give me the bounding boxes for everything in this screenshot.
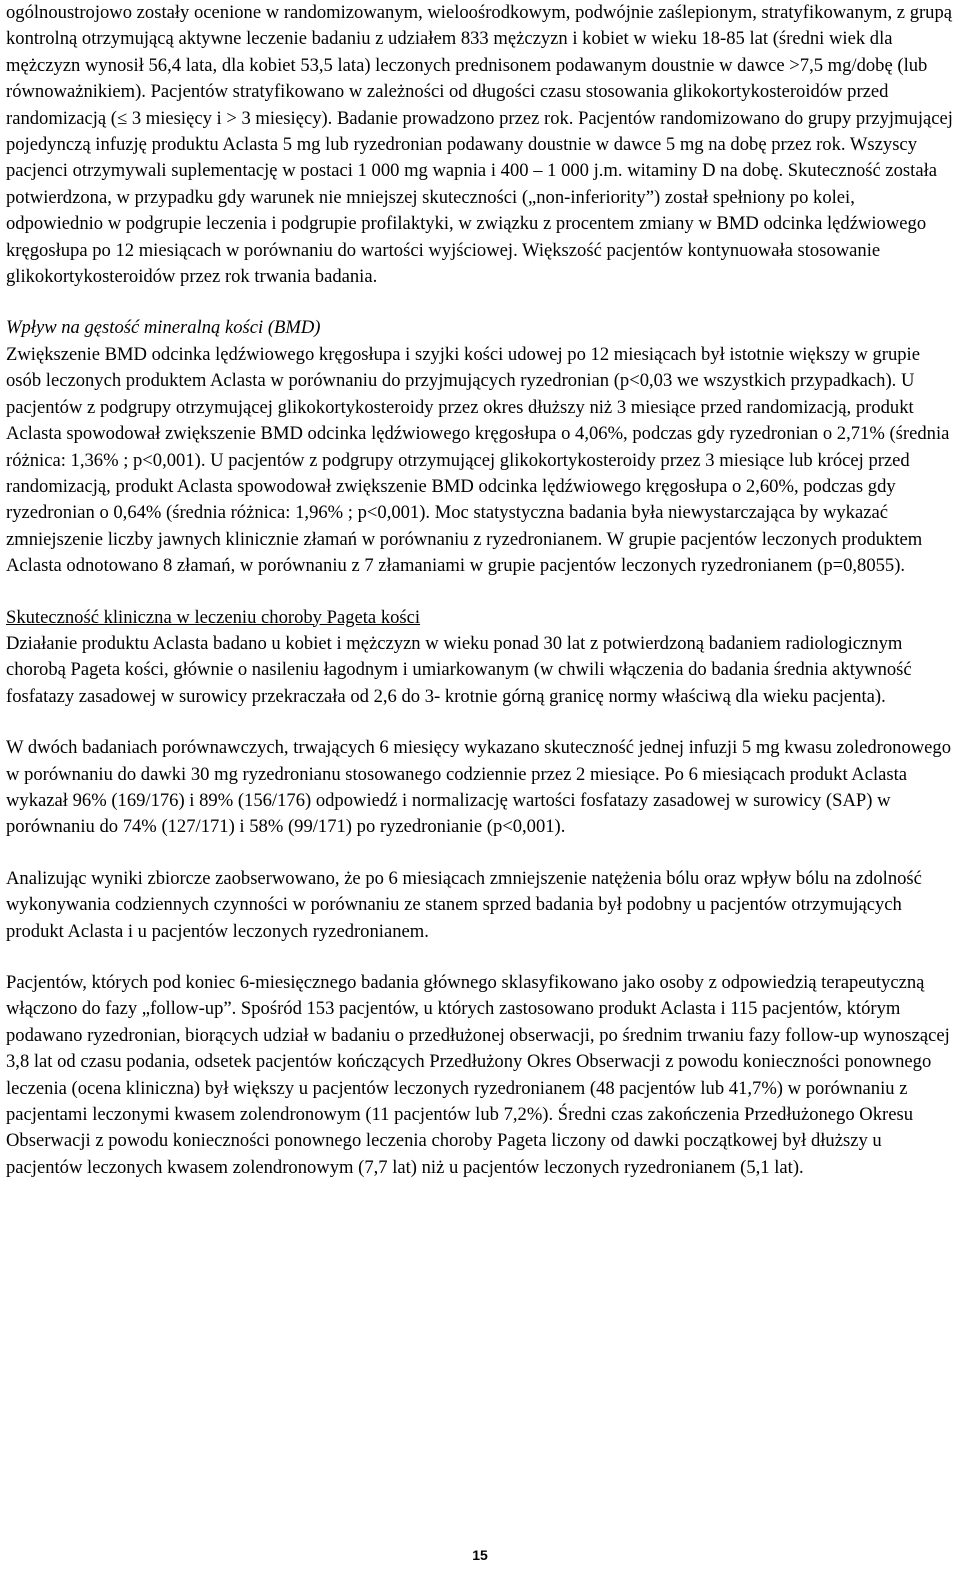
spacer — [6, 580, 954, 605]
bmd-paragraph: Zwiększenie BMD odcinka lędźwiowego kręgosłupa i szyjki kości udowej po 12 miesiącach był istotnie większy w grupie osób leczonych produktem Aclasta w porównaniu do przyjmujących ryzedronian (p<0,03 we wszystkich przypadkach). U pacjentów z podgrupy otrzymującej glikokortykosteroidy przez okres dłuższy niż 3 miesiące przed randomizacją, produkt Aclasta spowodował zwiększenie BMD odcinka lędźwiowego kręgosłupa o 4,06%, podczas gdy ryzedronian o 2,71% (średnia różnica: 1,36% ; p<0,001). U pacjentów z podgrupy otrzymującej glikokortykosteroidy przez 3 miesiące lub krócej przed randomizacją, produkt Aclasta spowodował zwiększenie BMD odcinka lędźwiowego kręgosłupa o 2,60%, podczas gdy ryzedronian o 0,64% (średnia różnica: 1,96% ; p<0,001). Moc statystyczna badania była niewystarczająca by wykazać zmniejszenie liczby jawnych klinicznie złamań w porównaniu z ryzedronianem. W grupie pacjentów leczonych produktem Aclasta odnotowano 8 złamań, w porównaniu z 7 złamaniami w grupie pacjentów leczonych ryzedronianem (p=0,8055). — [6, 343, 950, 577]
document-page — [6, 0, 954, 1181]
paget-paragraph-1: Działanie produktu Aclasta badano u kobiet i mężczyzn w wieku ponad 30 lat z potwierdzoną badaniem radiologicznym chorobą Pageta kości, głównie o nasileniu łagodnym i umiarkowanym (w chwili włączenia do badania średnia aktywność fosfatazy zasadowej w surowicy przekraczała od 2,6 do 3- krotnie górną granicę normy właściwą dla wieku pacjenta). — [6, 632, 912, 707]
intro-paragraph: ogólnoustrojowo zostały ocenione w randomizowanym, wieloośrodkowym, podwójnie zaślepionym, stratyfikowanym, z grupą kontrolną otrzymującą aktywne leczenie badaniu z udziałem 833 mężczyzn i kobiet w wieku 18-85 lat (średni wiek dla mężczyzn wynosił 56,4 lata, dla kobiet 53,5 lata) leczonych prednisonem podawanym doustnie w dawce >7,5 mg/dobę (lub równoważnikiem). Pacjentów stratyfikowano w zależności od długości czasu stosowania glikokortykosteroidów przed randomizacją (≤ 3 miesięcy i > 3 miesięcy). Badanie prowadzono przez rok. Pacjentów randomizowano do grupy przyjmującej pojedynczą infuzję produktu Aclasta 5 mg lub ryzedronian podawany doustnie w dawce 5 mg na dobę przez rok. Wszyscy pacjenci otrzymywali suplementację w postaci 1 000 mg wapnia i 400 – 1 000 j.m. witaminy D na dobę. Skuteczność została potwierdzona, w przypadku gdy warunek nie mniejszej skuteczności („non-inferiority”) został spełniony po kolei, odpowiednio w podgrupie leczenia i podgrupie profilaktyki, w związku z procentem zmiany w BMD odcinka lędźwiowego kręgosłupa po 12 miesiącach w porównaniu do wartości wyjściowej. Większość pacjentów kontynuowała stosowanie glikokortykosteroidów przez rok trwania badania. — [6, 2, 953, 288]
paget-heading: Skuteczność kliniczna w leczeniu choroby Pageta kości — [6, 606, 421, 628]
spacer — [6, 710, 954, 735]
paget-paragraph-3: Analizując wyniki zbiorcze zaobserwowano, że po 6 miesiącach zmniejszenie natężenia bólu oraz wpływ bólu na zdolność wykonywania codziennych czynności w porównaniu ze stanem sprzed badania był podobny u pacjentów otrzymujących produkt Aclasta i u pacjentów leczonych ryzedronianem. — [6, 867, 922, 942]
spacer — [6, 841, 954, 866]
spacer — [6, 945, 954, 970]
paget-paragraph-2: W dwóch badaniach porównawczych, trwających 6 miesięcy wykazano skuteczność jednej infuzji 5 mg kwasu zoledronowego w porównaniu do dawki 30 mg ryzedronianu stosowanego codziennie przez 2 miesiące. Po 6 miesiącach produkt Aclasta wykazał 96% (169/176) i 89% (156/176) odpowiedź i normalizację wartości fosfatazy zasadowej w surowicy (SAP) w porównaniu do 74% (127/171) i 58% (99/171) po ryzedronianie (p<0,001). — [6, 737, 952, 838]
bmd-heading: Wpływ na gęstość mineralną kości (BMD) — [6, 317, 321, 339]
paget-paragraph-4: Pacjentów, których pod koniec 6-miesięcznego badania głównego sklasyfikowano jako osoby z odpowiedzią terapeutyczną włączono do fazy „follow-up”. Spośród 153 pacjentów, u których zastosowano produkt Aclasta i 115 pacjentów, którym podawano ryzedronian, biorących udział w badaniu o przedłużonej obserwacji, po średnim trwaniu fazy follow-up wynoszącej 3,8 lat od czasu podania, odsetek pacjentów kończących Przedłużony Okres Obserwacji z powodu konieczności ponownego leczenia (ocena kliniczna) był większy u pacjentów leczonych ryzedronianem (48 pacjentów lub 41,7%) w porównaniu z pacjentami leczonymi kwasem zolendronowym (11 pacjentów lub 7,2%). Średni czas zakończenia Przedłużonego Okresu Obserwacji z powodu konieczności ponownego leczenia choroby Pageta liczony od dawki początkowej był dłuższy u pacjentów leczonych kwasem zolendronowym (7,7 lat) niż u pacjentów leczonych ryzedronianem (5,1 lat). — [6, 972, 950, 1178]
page-number: 15 — [472, 1547, 488, 1563]
spacer — [6, 290, 954, 315]
